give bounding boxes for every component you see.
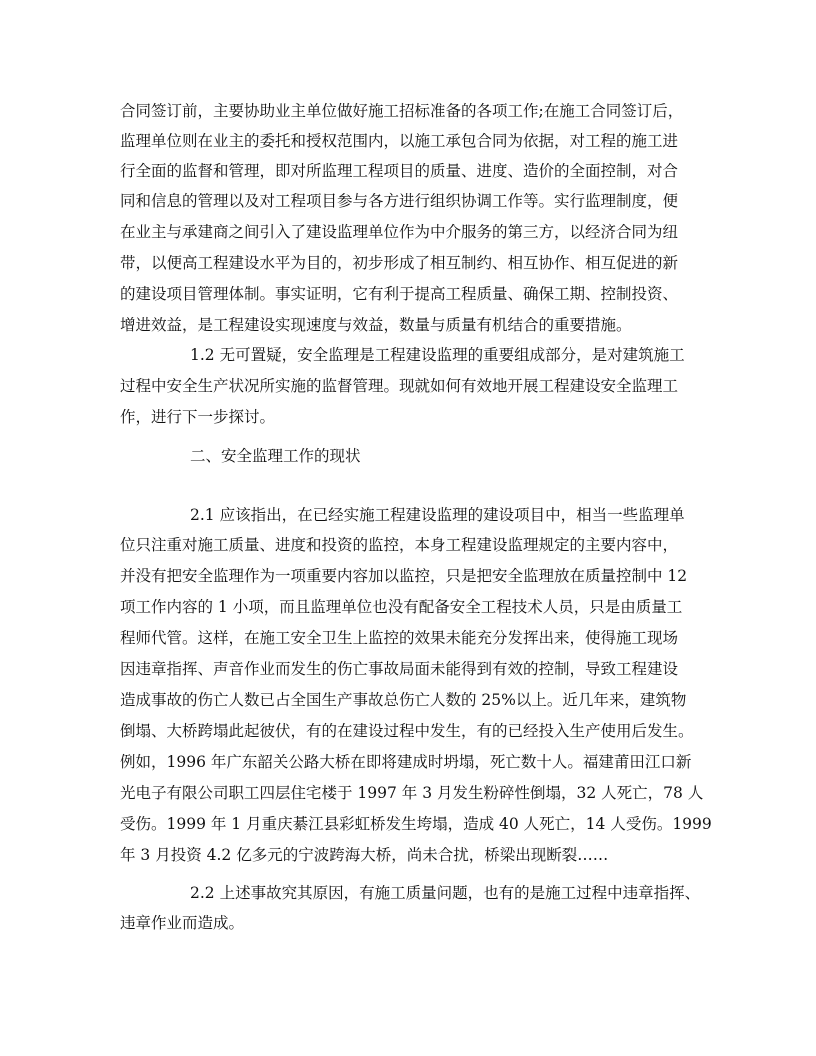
paragraph-line: 年 3 月投资 4.2 亿多元的宁波跨海大桥，尚未合扰，桥梁出现断裂…… <box>120 846 609 864</box>
paragraph-line: 例如，1996 年广东韶关公路大桥在即将建成时坍塌，死亡数十人。福建莆田江口新 <box>120 753 692 771</box>
paragraph-line: 项工作内容的 1 小项，而且监理单位也没有配备安全工程技术人员，只是由质量工 <box>120 598 683 616</box>
paragraph-line: 因违章指挥、声音作业而发生的伤亡事故局面未能得到有效的控制，导致工程建设 <box>120 660 679 678</box>
paragraph-line: 受伤。1999 年 1 月重庆綦江县彩虹桥发生垮塌，造成 40 人死亡，14 人受伤。1999 <box>120 815 712 833</box>
paragraph-line: 同和信息的管理以及对工程项目参与各方进行组织协调工作等。实行监理制度，便 <box>120 192 679 210</box>
paragraph-line: 程师代管。这样，在施工安全卫生上监控的效果未能充分发挥出来，使得施工现场 <box>120 629 679 647</box>
paragraph-line: 过程中安全生产状况所实施的监督管理。现就如何有效地开展工程建设安全监理工 <box>120 377 679 395</box>
paragraph-line: 光电子有限公司职工四层住宅楼于 1997 年 3 月发生粉碎性倒塌，32 人死亡，78 人 <box>120 784 704 802</box>
paragraph-line: 带，以便高工程建设水平为目的，初步形成了相互制约、相互协作、相互促进的新 <box>120 254 679 272</box>
paragraph-line: 的建设项目管理体制。事实证明，它有利于提高工程质量、确保工期、控制投资、 <box>120 285 679 303</box>
paragraph-line: 1.2 无可置疑，安全监理是工程建设监理的重要组成部分，是对建筑施工 <box>190 346 685 364</box>
paragraph-line: 位只注重对施工质量、进度和投资的监控，本身工程建设监理规定的主要内容中， <box>120 536 679 554</box>
paragraph-line: 倒塌、大桥跨塌此起彼伏，有的在建设过程中发生，有的已经投入生产使用后发生。 <box>120 722 694 740</box>
paragraph-line: 行全面的监督和管理，即对所监理工程项目的质量、进度、造价的全面控制，对合 <box>120 162 679 180</box>
paragraph-line: 造成事故的伤亡人数已占全国生产事故总伤亡人数的 25%以上。近几年来，建筑物 <box>120 691 687 709</box>
paragraph-line: 并没有把安全监理作为一项重要内容加以监控，只是把安全监理放在质量控制中 12 <box>120 567 688 585</box>
paragraph-line: 监理单位则在业主的委托和授权范围内，以施工承包合同为依据，对工程的施工进 <box>120 132 679 150</box>
paragraph-line: 2.1 应该指出，在已经实施工程建设监理的建设项目中，相当一些监理单 <box>190 506 685 524</box>
paragraph-line: 2.2 上述事故究其原因，有施工质量问题，也有的是施工过程中违章指挥、 <box>190 884 701 902</box>
paragraph-line: 增进效益，是工程建设实现速度与效益，数量与质量有机结合的重要措施。 <box>120 316 632 334</box>
paragraph-line: 作，进行下一步探讨。 <box>120 408 276 426</box>
paragraph-line: 合同签订前，主要协助业主单位做好施工招标准备的各项工作;在施工合同签订后， <box>120 102 684 120</box>
paragraph-line: 在业主与承建商之间引入了建设监理单位作为中介服务的第三方，以经济合同为纽 <box>120 223 679 241</box>
paragraph-line: 违章作业而造成。 <box>120 914 245 932</box>
section-heading: 二、安全监理工作的现状 <box>190 447 361 465</box>
